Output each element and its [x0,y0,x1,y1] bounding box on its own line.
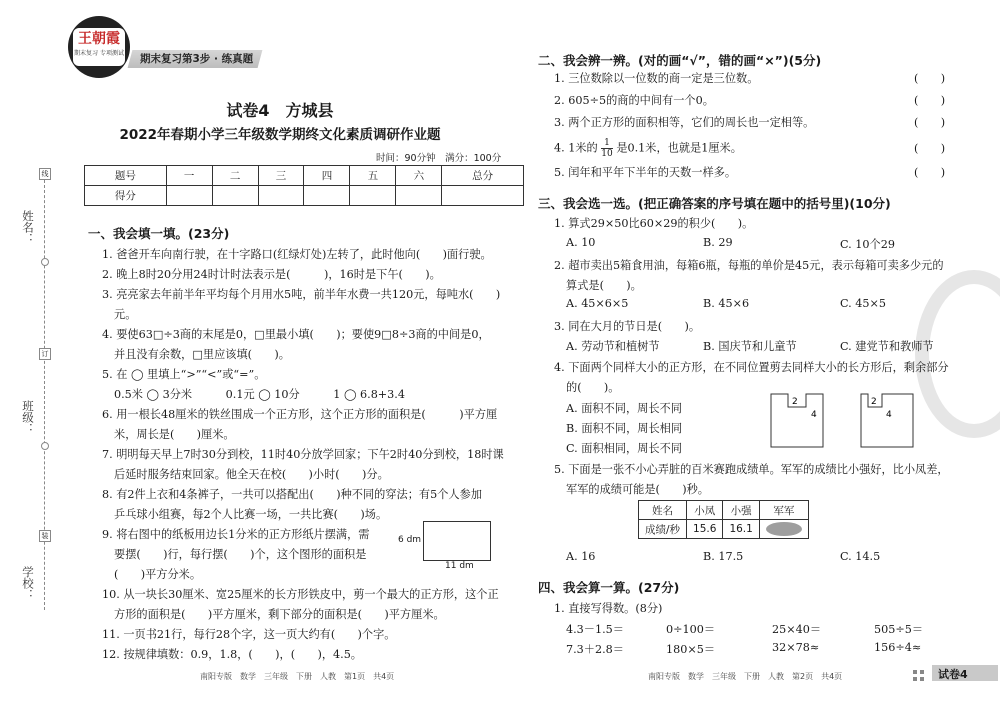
results-cell-smudged [759,520,808,539]
section3-heading: 三、我会选一选。(把正确答案的序号填在题中的括号里)(10分) [538,196,891,211]
s3-option: A. 面积不同，周长不同 [566,402,682,415]
s1-line: 7. 明明每天早上7时30分到校，11时40分放学回家；下午2时40分到校，18时课 [102,448,504,461]
s3-q5: 军军的成绩可能是( )秒。 [566,483,709,496]
class-label: 班级： [21,400,35,435]
fraction-one-tenth: $\frac{1}{10}$ [601,138,613,159]
time-score: 时间：90分钟 满分：100分 [376,153,502,164]
logo-subtitle: 期末复习 专项测试 [74,50,124,57]
s3-option: A. 45×6×5 [566,297,629,310]
margin-mark-bind: 订 [39,348,51,360]
score-cell[interactable] [442,186,524,206]
s1-line: 8. 有2件上衣和4条裤子，一共可以搭配出( )种不同的穿法；有5个人参加 [102,488,482,501]
s3-option: A. 10 [566,236,596,249]
s3-q2: 2. 超市卖出5箱食用油，每箱6瓶，每瓶的单价是45元，表示每箱可卖多少元的 [554,259,944,272]
score-cell[interactable] [396,186,442,206]
calc-item: 25×40＝ [772,623,822,636]
s3-option: B. 国庆节和儿童节 [703,340,797,353]
s1-line: 2. 晚上8时20分用24时计时法表示是( )，16时是下午( )。 [102,268,441,281]
fig-label: 2 [871,397,877,407]
score-header-cell: 五 [350,166,396,186]
answer-paren[interactable]: ( ) [914,116,946,129]
s3-q3: 3. 同在大月的节日是( )。 [554,320,701,333]
score-cell[interactable] [166,186,212,206]
s1-line: 要摆( )行，每行摆( )个，这个图形的面积是 [114,548,367,561]
s1-line: 6. 用一根长48厘米的铁丝围成一个正方形，这个正方形的面积是( )平方厘 [102,408,498,421]
rect-height-label: 6 dm [398,535,422,545]
footer-right: 南阳专版 数学 三年级 下册 人教 第2页 共4页 [648,672,843,681]
s1-line: 米，周长是( )厘米。 [114,428,235,441]
fig-label: 2 [792,397,798,407]
s1-line: ( )平方分米。 [114,568,202,581]
review-banner-text: 期末复习第3步 · 练真题 [140,53,254,65]
section4-heading: 四、我会算一算。(27分) [538,580,680,595]
race-results-table [638,500,809,539]
results-header: 小强 [723,501,759,520]
calc-item: 7.3＋2.8＝ [566,643,624,656]
footer-deco-square [920,677,924,681]
results-header: 军军 [759,501,808,520]
s1-line: 4. 要使63□÷3商的末尾是0，□里最小填( )；要使9□8÷3商的中间是0， [102,328,490,341]
calc-item: 0÷100＝ [666,623,716,636]
rect-width-label: 11 dm [445,561,474,571]
section2-heading: 二、我会辨一辨。(对的画“√”，错的画“×”)(5分) [538,53,822,68]
footer-deco-square [913,670,917,674]
s2-item [554,138,742,159]
score-row-label: 得分 [85,186,167,206]
s3-option: C. 10个29 [840,238,895,251]
s3-option: C. 45×5 [840,297,887,310]
calc-item: 505÷5＝ [874,623,924,636]
s1-line: 元。 [114,308,137,321]
s3-q4: 4. 下面两个同样大小的正方形，在不同位置剪去同样大小的长方形后，剩余部分 [554,361,949,374]
s1-line: 3. 亮亮家去年前半年平均每个月用水5吨，前半年水费一共120元，每吨水( ) [102,288,501,301]
square-cut-figure-a [770,393,830,449]
footer-deco-square [920,670,924,674]
paper-title: 试卷4 方城县 [226,101,334,120]
brand-logo [68,16,130,78]
s3-option: A. 劳动节和植树节 [566,340,660,353]
score-header-cell: 总分 [442,166,524,186]
cardboard-rectangle [423,521,491,561]
s2-item4-head: 4. 1米的 [554,141,598,155]
score-cell[interactable] [212,186,258,206]
answer-paren[interactable]: ( ) [914,94,946,107]
logo-title: 王朝霞 [78,31,120,47]
binding-line [44,180,45,610]
answer-paren[interactable]: ( ) [914,166,946,179]
s1-line: 方形的面积是( )平方厘米，剩下部分的面积是( )平方厘米。 [114,608,445,621]
ink-smudge [766,522,802,536]
s1-line: 1. 爸爸开车向南行驶，在十字路口(红绿灯处)左转了，此时他向( )面行驶。 [102,248,492,261]
score-table [84,165,524,206]
s3-q2: 算式是( )。 [566,279,642,292]
score-header-cell: 四 [304,166,350,186]
s1-line: 10. 从一块长30厘米、宽25厘米的长方形铁皮中，剪一个最大的正方形，这个正 [102,588,499,601]
answer-paren[interactable]: ( ) [914,72,946,85]
score-header-cell: 二 [212,166,258,186]
answer-paren[interactable]: ( ) [914,142,946,155]
footer-left: 南阳专版 数学 三年级 下册 人教 第1页 共4页 [200,672,395,681]
s1-line: 12. 按规律填数：0.9，1.8，( )，( )，4.5。 [102,648,362,661]
s3-option: B. 45×6 [703,297,750,310]
s2-item: 1. 三位数除以一位数的商一定是三位数。 [554,72,759,85]
s1-line: 9. 将右图中的纸板用边长1分米的正方形纸片摆满，需 [102,528,370,541]
calc-item: 156÷4≈ [874,641,922,654]
s2-item: 5. 闰年和平年下半年的天数一样多。 [554,166,737,179]
s2-item: 3. 两个正方形的面积相等，它们的周长也一定相等。 [554,116,815,129]
paper-tag-text: 试卷4 [938,668,968,681]
square-b-outline [861,394,913,447]
score-cell[interactable] [350,186,396,206]
margin-hole [41,258,49,266]
s2-item4-tail: 是0.1米，也就是1厘米。 [616,141,742,155]
s3-option: A. 16 [566,550,596,563]
square-cut-figure-b [860,393,920,449]
paper-subtitle: 2022年春期小学三年级数学期终文化素质调研作业题 [119,127,441,143]
watermark-seal [915,270,1000,438]
calc-item: 180×5＝ [666,643,716,656]
results-header: 小凤 [687,501,723,520]
results-cell: 16.1 [723,520,759,539]
score-header-cell: 一 [166,166,212,186]
s4-sub: 1. 直接写得数。(8分) [554,602,663,615]
score-header-cell: 六 [396,166,442,186]
fig-label: 4 [886,410,892,420]
margin-mark-staple: 装 [39,530,51,542]
results-row-label: 成绩/秒 [639,520,687,539]
s3-q5: 5. 下面是一张不小心弄脏的百米赛跑成绩单。军军的成绩比小强好，比小凤差， [554,463,949,476]
s3-option: C. 14.5 [840,550,881,563]
score-cell[interactable] [258,186,304,206]
fig-label: 4 [811,410,817,420]
score-header-cell: 题号 [85,166,167,186]
score-cell[interactable] [304,186,350,206]
s1-line: 并且没有余数，□里应该填( )。 [114,348,290,361]
s1-line: 5. 在 ◯ 里填上“>”“<”或“=”。 [102,368,266,381]
s2-item: 2. 605÷5的商的中间有一个0。 [554,94,714,107]
s3-q4: 的( )。 [566,381,620,394]
results-cell: 15.6 [687,520,723,539]
score-header-cell: 三 [258,166,304,186]
margin-hole [41,442,49,450]
results-header: 姓名 [639,501,687,520]
school-label: 学校： [21,566,35,601]
footer-deco-square [913,677,917,681]
s1-line: 乒乓球小组赛，每2个人比赛一场，一共比赛( )场。 [114,508,388,521]
calc-item: 4.3－1.5＝ [566,623,624,636]
s3-option: B. 面积不同，周长相同 [566,422,683,435]
s3-option: B. 29 [703,236,733,249]
name-label: 姓名： [21,210,35,245]
s3-option: C. 建党节和教师节 [840,340,934,353]
s3-q1: 1. 算式29×50比60×29的积少( )。 [554,217,754,230]
section1-heading: 一、我会填一填。(23分) [88,226,230,241]
s1-line: 后延时服务结束回家。他全天在校( )小时( )分。 [114,468,389,481]
margin-mark-line: 线 [39,168,51,180]
s1-line: 0.5米 ◯ 3分米 0.1元 ◯ 10分 1 ◯ 6.8+3.4 [114,388,405,401]
s3-option: B. 17.5 [703,550,744,563]
s3-option: C. 面积相同，周长不同 [566,442,682,455]
calc-item: 32×78≈ [772,641,820,654]
s1-line: 11. 一页书21行，每行28个字，这一页大约有( )个字。 [102,628,396,641]
